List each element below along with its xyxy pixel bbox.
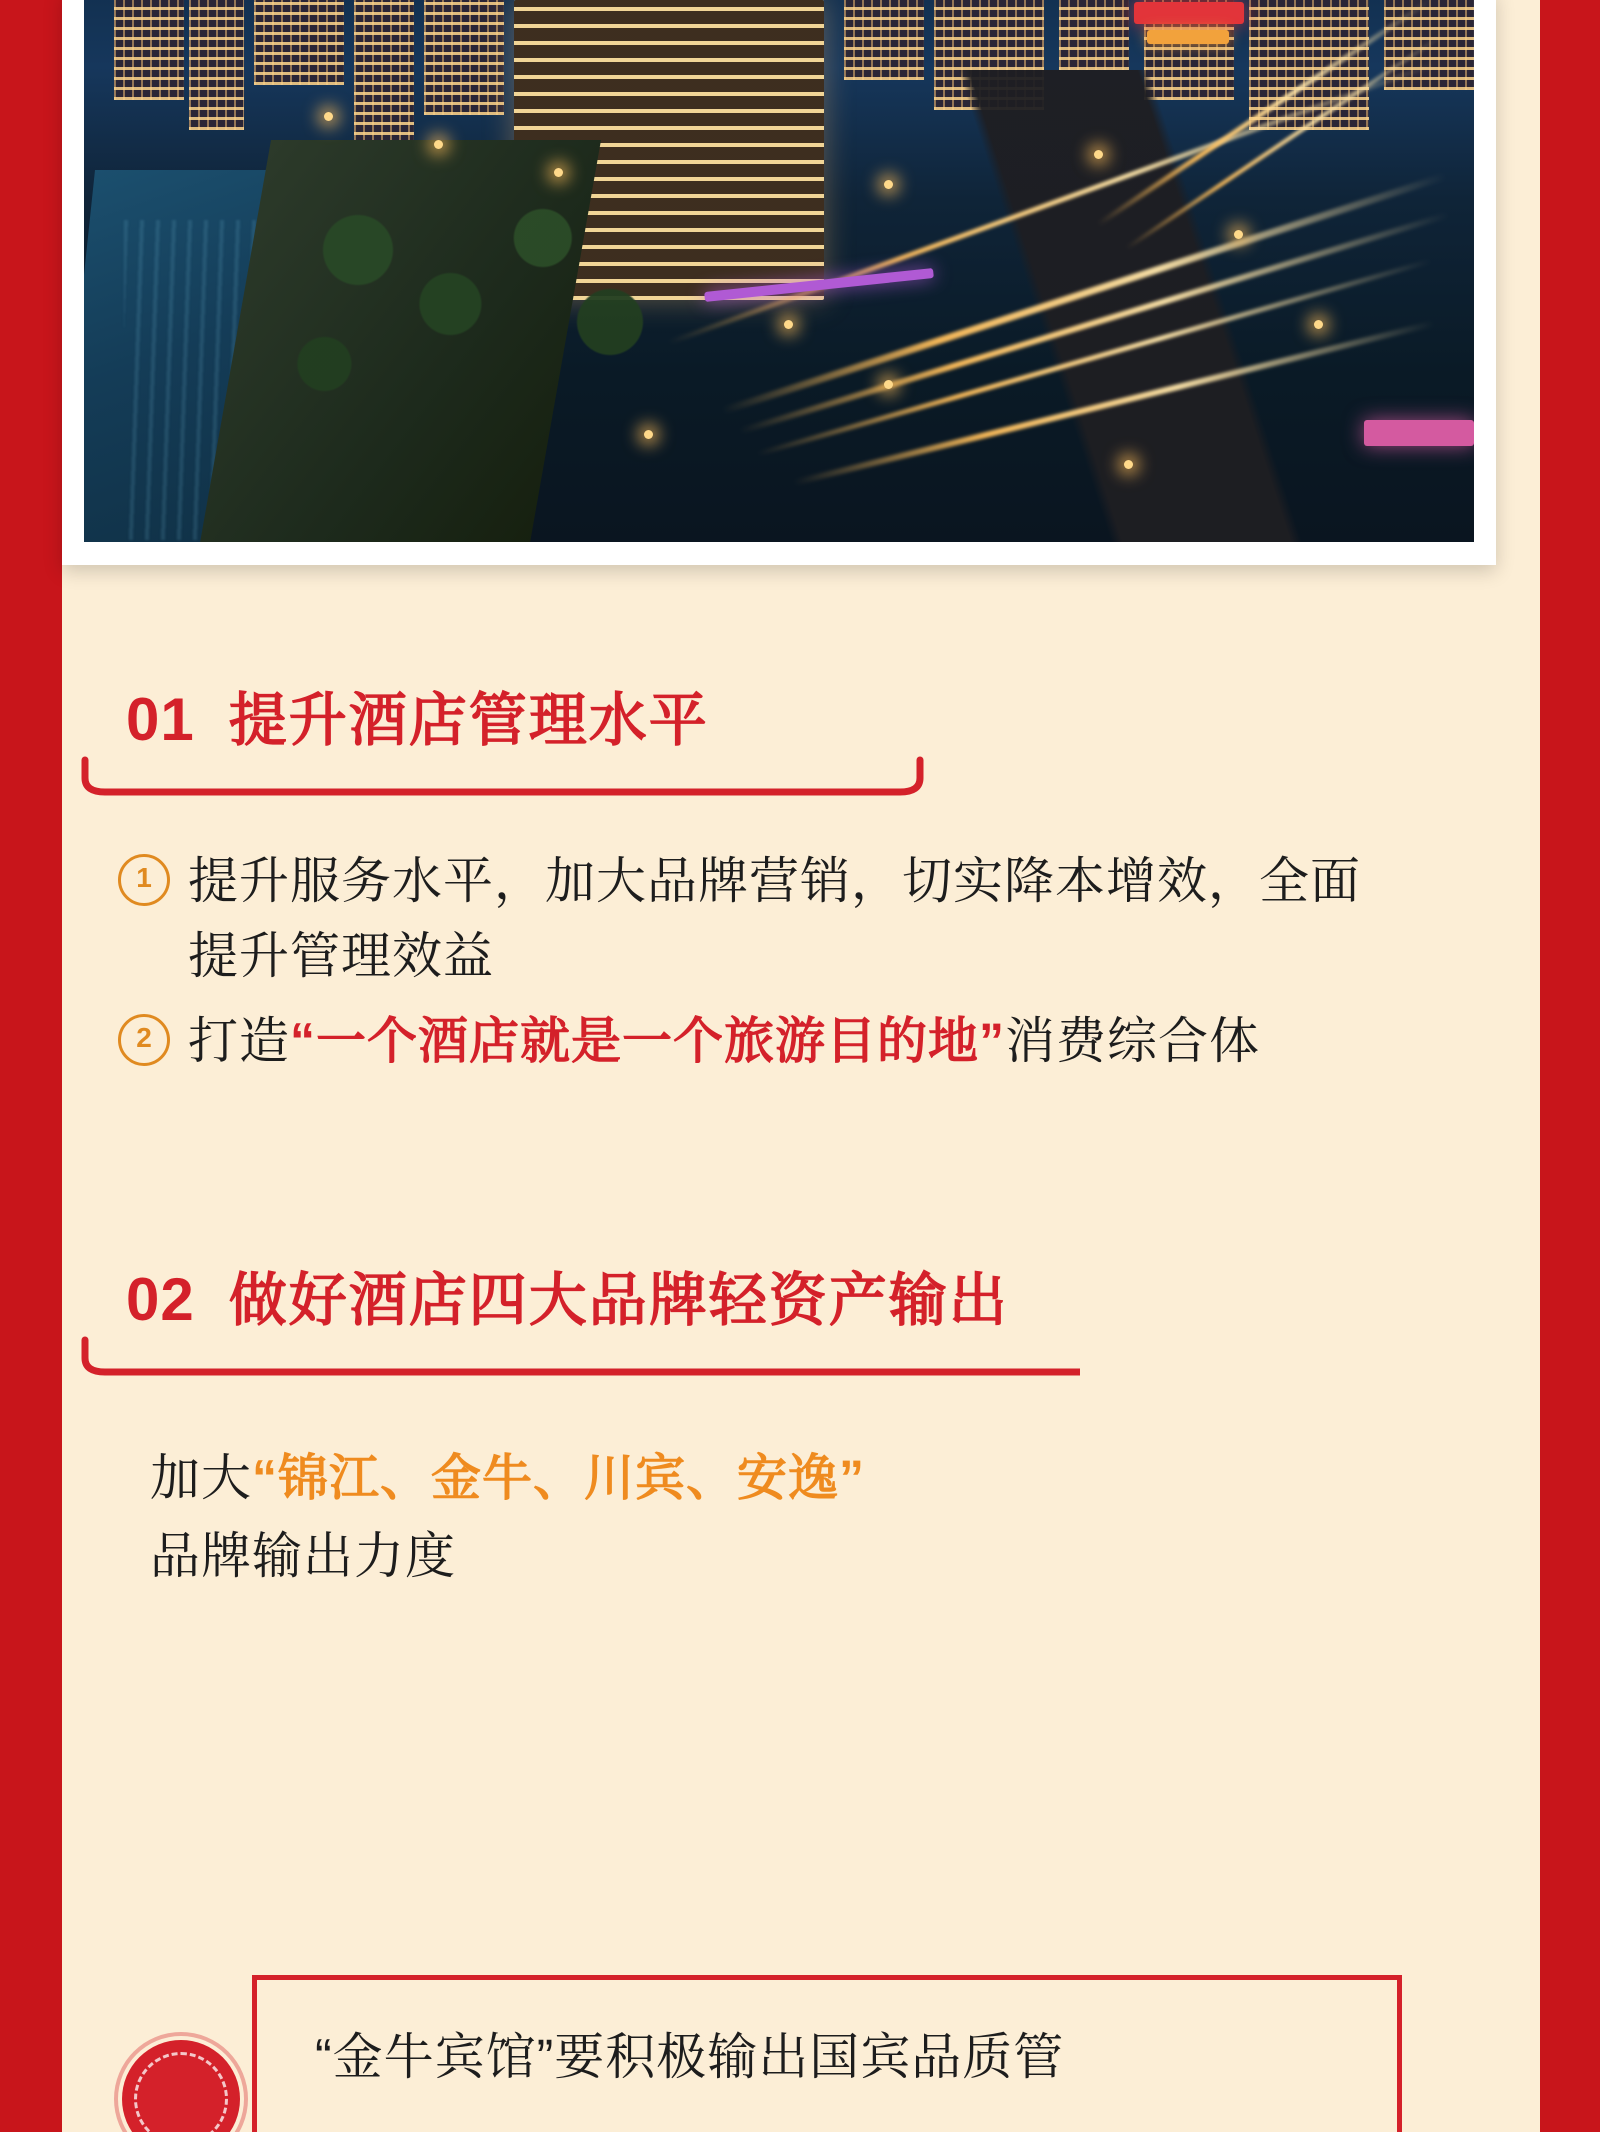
section-01-title: 提升酒店管理水平 — [228, 688, 709, 753]
bullet-text-2-highlight: “一个酒店就是一个旅游目的地” — [290, 1013, 1005, 1069]
photo-building — [189, 0, 244, 130]
photo-building — [424, 0, 504, 115]
photo-neon-sign — [1147, 30, 1229, 44]
photo-building — [354, 0, 414, 145]
photo-street-lamp — [324, 112, 333, 121]
photo-street-lamp — [434, 140, 443, 149]
seal-inner-ring — [134, 2052, 228, 2132]
section-01-heading — [0, 686, 1478, 753]
photo-neon-sign — [1364, 420, 1474, 446]
photo-street-lamp — [1094, 150, 1103, 159]
photo-street-lamp — [884, 180, 893, 189]
photo-street-lamp — [1124, 460, 1133, 469]
para-brands-highlight: “锦江、金牛、川宾、安逸” — [252, 1450, 865, 1506]
photo-building — [254, 0, 344, 85]
section-02-number: 02 — [126, 1266, 195, 1333]
photo-building — [1059, 0, 1129, 70]
photo-neon-sign — [1134, 2, 1244, 24]
photo-street-lamp — [554, 168, 563, 177]
section-02-title: 做好酒店四大品牌轻资产输出 — [228, 1268, 1009, 1333]
bullet-text-2-lead: 打造 — [188, 1013, 290, 1069]
section-01-underline — [0, 756, 1478, 800]
city-night-photo — [84, 0, 1474, 542]
bullet-marker-1: 1 — [118, 854, 170, 906]
photo-building — [114, 0, 184, 100]
callout-text: “金牛宾馆”要积极输出国宾品质管 — [315, 2029, 1065, 2085]
bullet-text-2-tail: 消费综合体 — [1005, 1013, 1260, 1069]
right-red-border — [1540, 0, 1600, 2132]
photo-street-lamp — [1234, 230, 1243, 239]
section-01 — [0, 686, 1478, 1089]
photo-building — [844, 0, 924, 80]
bullet-text-1: 提升服务水平，加大品牌营销，切实降本增效，全面提升管理效益 — [188, 853, 1361, 984]
bullet-marker-2: 2 — [118, 1014, 170, 1066]
para-lead: 加大 — [150, 1450, 252, 1506]
section-02-heading — [0, 1266, 1478, 1333]
callout-box — [252, 1975, 1402, 2132]
section-01-bullets — [0, 844, 1478, 1079]
photo-street-lamp — [784, 320, 793, 329]
photo-frame — [62, 0, 1496, 565]
section-02-underline — [0, 1336, 1478, 1380]
para-tail: 品牌输出力度 — [150, 1527, 456, 1584]
photo-street-lamp — [884, 380, 893, 389]
photo-street-lamp — [1314, 320, 1323, 329]
photo-street-lamp — [644, 430, 653, 439]
bullet-text-2 — [188, 1004, 1260, 1079]
section-01-number: 01 — [126, 686, 195, 753]
section-02-paragraph — [0, 1440, 1478, 1595]
section-02 — [0, 1266, 1478, 1595]
list-item — [118, 844, 1408, 994]
list-item — [118, 1004, 1408, 1079]
